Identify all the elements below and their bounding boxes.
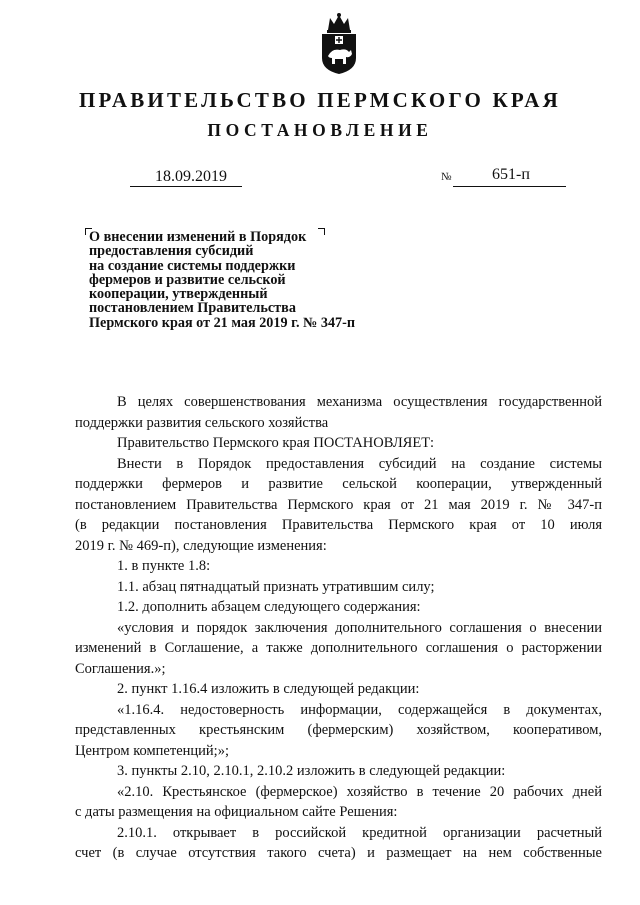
text-line: поддержки фермеров и развитие сельской кооперации, утвержденный xyxy=(75,476,602,492)
paragraph-purpose xyxy=(75,392,602,433)
text-line: постановлением Правительства Пермского края от 21 мая 2019 г. № 347-п xyxy=(75,496,602,513)
text-line: представленных крестьянским (фермерским) хозяйством, кооперативом, xyxy=(75,722,602,738)
text-line: Соглашения.»; xyxy=(75,660,166,677)
subject-line: О внесении изменений в Порядок xyxy=(89,229,307,245)
subject-line: кооперации, утвержденный xyxy=(89,286,268,303)
quoted-1-16-4 xyxy=(75,700,602,762)
quoted-addition xyxy=(75,618,602,680)
text-line: Правительство Пермского края ПОСТАНОВЛЯЕТ: xyxy=(117,435,435,451)
text-line: с даты размещения на официальном сайте Решения: xyxy=(75,804,398,820)
document-type: ПОСТАНОВЛЕНИЕ xyxy=(207,120,433,140)
text-line: Внести в Порядок предоставления субсидий на создание системы xyxy=(117,455,602,472)
document-date: 18.09.2019 xyxy=(155,168,227,185)
quoted-2-10 xyxy=(75,782,602,823)
text-line: (в редакции постановления Правительства Пермского края от 10 июля xyxy=(75,517,602,533)
text-line: 2019 г. № 469-п), следующие изменения: xyxy=(75,537,327,554)
item-1-2 xyxy=(75,597,602,618)
text-line: 1.1. абзац пятнадцатый признать утратившим силу; xyxy=(117,578,435,595)
text-line: «условия и порядок заключения дополнительного соглашения о внесении xyxy=(117,619,602,636)
document-subject xyxy=(89,230,429,330)
text-line: поддержки развития сельского хозяйства xyxy=(75,414,329,431)
quoted-2-10-1 xyxy=(75,823,602,864)
item-2 xyxy=(75,679,602,700)
document-number-label: № xyxy=(441,171,452,183)
text-line: 2.10.1. открывает в российской кредитной организации расчетный xyxy=(117,824,602,841)
item-1-1 xyxy=(75,577,602,598)
paragraph-amend-order xyxy=(75,454,602,557)
text-line: изменений в Соглашение, а также дополнительного соглашения о расторжении xyxy=(75,640,602,656)
subject-line: на создание системы поддержки xyxy=(89,257,296,274)
text-line: Центром компетенций;»; xyxy=(75,742,229,759)
subject-line: постановлением Правительства xyxy=(89,300,296,317)
text-line: «2.10. Крестьянское (фермерское) хозяйство в течение 20 рабочих дней xyxy=(117,783,602,800)
text-line: 1. в пункте 1.8: xyxy=(117,558,211,574)
subject-line: Пермского края от 21 мая 2019 г. № 347-п xyxy=(89,314,356,331)
text-line: В целях совершенствования механизма осуществления государственной xyxy=(117,394,602,410)
perm-krai-coat-of-arms xyxy=(318,12,360,76)
item-3 xyxy=(75,761,602,782)
document-number: 651-п xyxy=(492,166,530,183)
subject-line: фермеров и развитие сельской xyxy=(89,271,286,288)
government-title: ПРАВИТЕЛЬСТВО ПЕРМСКОГО КРАЯ xyxy=(78,88,561,112)
document-body xyxy=(75,392,602,864)
text-line: счет (в случае отсутствия такого счета) и размещает на нем собственные xyxy=(75,845,602,861)
text-line: 3. пункты 2.10, 2.10.1, 2.10.2 изложить в следующей редакции: xyxy=(117,763,506,779)
subject-line: предоставления субсидий xyxy=(89,243,254,260)
item-1 xyxy=(75,556,602,577)
text-line: 2. пункт 1.16.4 изложить в следующей редакции: xyxy=(117,681,420,697)
text-line: «1.16.4. недостоверность информации, содержащейся в документах, xyxy=(117,701,602,718)
paragraph-resolves xyxy=(75,433,602,454)
text-line: 1.2. дополнить абзацем следующего содержания: xyxy=(117,599,421,615)
